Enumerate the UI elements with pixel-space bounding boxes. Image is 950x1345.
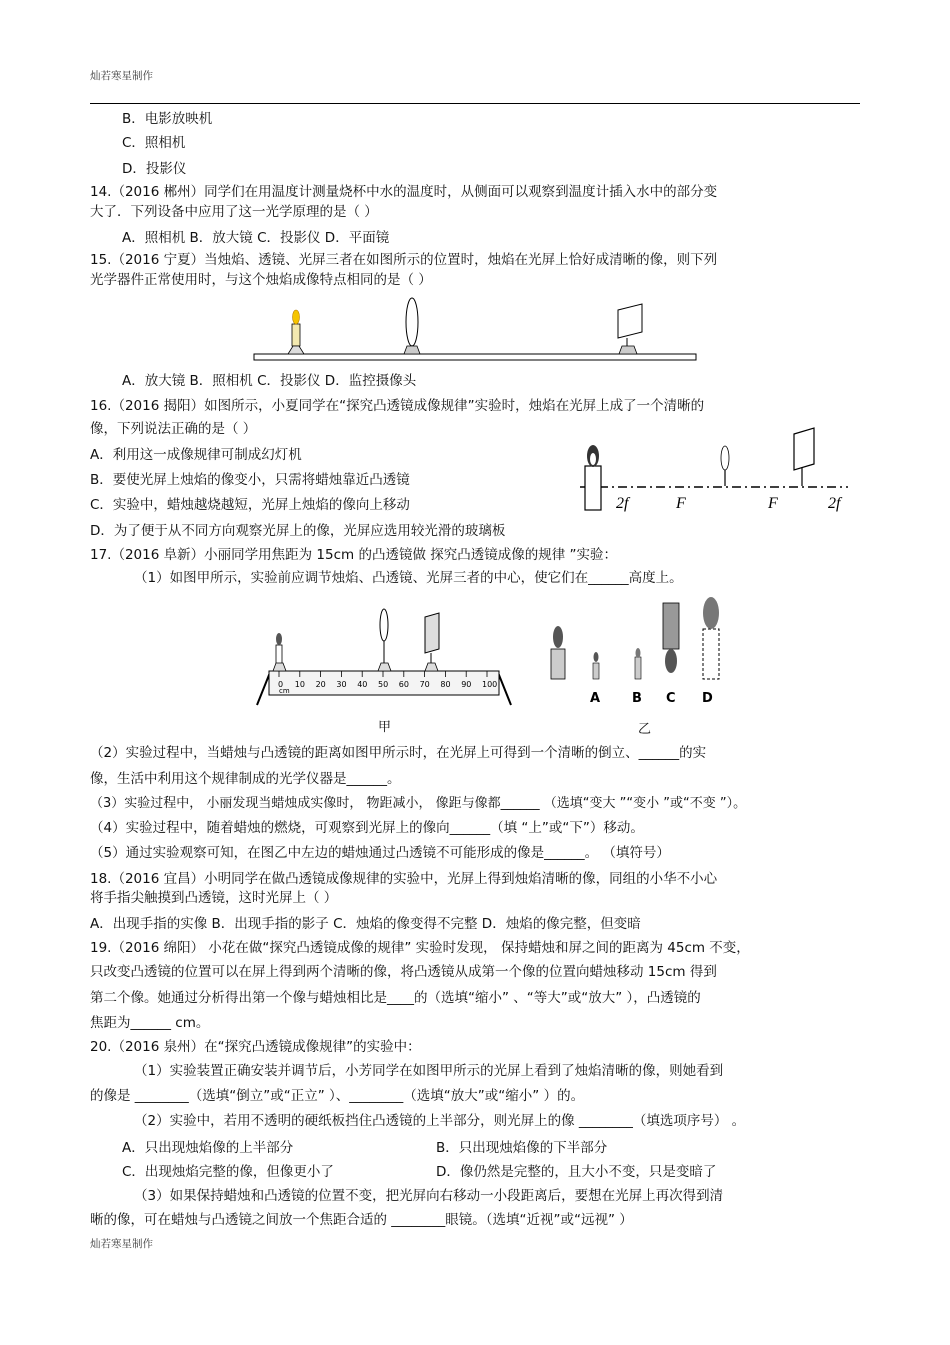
- q17-part3: （3）实验过程中， 小丽发现当蜡烛成实像时， 物距减小， 像距与像都______ （选填“变大 ”“变小 ”或“不变 ”）。: [90, 796, 747, 811]
- q20-option-d: D．像仍然是完整的，且大小不变，只是变暗了: [436, 1164, 717, 1180]
- q16-label-2f-left: 2f: [616, 495, 629, 512]
- q15-stem-2: 光学器件正常使用时，与这个烛焰成像特点相同的是（ ）: [90, 272, 432, 288]
- ruler-tick-label: 50: [378, 680, 389, 689]
- q20-part2: （2）实验中，若用不透明的硬纸板挡住凸透镜的上半部分，则光屏上的像 ________（填选项序号） 。: [134, 1113, 746, 1129]
- q19-stem-2: 只改变凸透镜的位置可以在屏上得到两个清晰的像，将凸透镜从成第一个像的位置向蜡烛移动 15cm 得到: [90, 964, 717, 980]
- q17-figure-a-caption: 甲: [378, 720, 392, 735]
- q17-figure-b: [545, 595, 735, 707]
- q16-label-f-left: F: [676, 495, 686, 512]
- q14-stem-2: 大了．下列设备中应用了这一光学原理的是（ ）: [90, 204, 378, 220]
- ruler-tick-label: 0: [278, 680, 284, 689]
- q18-stem-1: 18.（2016 宜昌）小明同学在做凸透镜成像规律的实验中，光屏上得到烛焰清晰的像，同组的小华不小心: [90, 871, 718, 887]
- q20-part1-1: （1）实验装置正确安装并调节后，小芳同学在如图甲所示的光屏上看到了烛焰清晰的像，则她看到: [134, 1063, 724, 1079]
- q17-part5: （5）通过实验观察可知，在图乙中左边的蜡烛通过凸透镜不可能形成的像是______。 （填符号）: [90, 845, 670, 861]
- page-header: 灿若寒星制作: [90, 70, 153, 82]
- q20-option-b: B．只出现烛焰像的下半部分: [436, 1140, 608, 1156]
- q20-option-a: A．只出现烛焰像的上半部分: [122, 1140, 294, 1156]
- q17-option-a-label: A: [590, 691, 601, 706]
- q19-stem-3: 第二个像。她通过分析得出第一个像与蜡烛相比是____的（选填“缩小” 、“等大”或“放大” ），凸透镜的: [90, 990, 701, 1006]
- q19-stem-4: 焦距为______ cm。: [90, 1015, 210, 1031]
- q17-option-b-label: B: [632, 691, 642, 706]
- q17-part1: （1）如图甲所示，实验前应调节烛焰、凸透镜、光屏三者的中心，使它们在______高度上。: [134, 570, 683, 586]
- q15-options: A．放大镜 B．照相机 C．投影仪 D．监控摄像头: [122, 373, 417, 389]
- ruler-tick-label: 20: [315, 680, 326, 689]
- page-footer: 灿若寒星制作: [90, 1238, 153, 1250]
- q18-stem-2: 将手指尖触摸到凸透镜，这时光屏上（ ）: [90, 890, 338, 906]
- q14-stem-1: 14.（2016 郴州）同学们在用温度计测量烧杯中水的温度时，从侧面可以观察到温度计插入水中的部分变: [90, 184, 718, 200]
- q17-figure-a: [255, 605, 520, 710]
- q17-part4: （4）实验过程中，随着蜡烛的燃烧，可观察到光屏上的像向______（填 “上”或“下”）移动。: [90, 820, 644, 836]
- ruler-tick-label: 80: [440, 680, 451, 689]
- q15-stem-1: 15.（2016 宁夏）当烛焰、透镜、光屏三者在如图所示的位置时，烛焰在光屏上恰好成清晰的像，则下列: [90, 252, 718, 268]
- ruler-tick-label: 90: [461, 680, 472, 689]
- q20-stem: 20.（2016 泉州）在“探究凸透镜成像规律”的实验中：: [90, 1039, 421, 1055]
- q20-option-c: C．出现烛焰完整的像，但像更小了: [122, 1164, 334, 1180]
- q17-part2-2: 像，生活中利用这个规律制成的光学仪器是______。: [90, 771, 401, 787]
- header-rule: [90, 103, 860, 104]
- q16-option-a: A．利用这一成像规律可制成幻灯机: [90, 447, 302, 463]
- q13-option-d: D．投影仪: [122, 161, 187, 177]
- q20-part3-2: 晰的像，可在蜡烛与凸透镜之间放一个焦距合适的 ________眼镜。（选填“近视”或“远视” ）: [90, 1212, 633, 1228]
- q16-figure: [578, 420, 853, 520]
- q16-option-b: B．要使光屏上烛焰的像变小，只需将蜡烛靠近凸透镜: [90, 472, 410, 488]
- q13-option-b: B．电影放映机: [122, 111, 213, 127]
- q16-label-f-right: F: [768, 495, 778, 512]
- q16-option-d: D．为了便于从不同方向观察光屏上的像，光屏应选用较光滑的玻璃板: [90, 523, 506, 539]
- q17-option-d-label: D: [702, 691, 713, 706]
- ruler-unit: cm: [279, 687, 290, 695]
- q16-stem-1: 16.（2016 揭阳）如图所示，小夏同学在“探究凸透镜成像规律”实验时，烛焰在光屏上成了一个清晰的: [90, 398, 705, 414]
- q17-part2-1: （2）实验过程中，当蜡烛与凸透镜的距离如图甲所示时，在光屏上可得到一个清晰的倒立、______的实: [90, 745, 707, 761]
- ruler-tick-label: 30: [336, 680, 347, 689]
- q14-options: A．照相机 B．放大镜 C．投影仪 D．平面镜: [122, 230, 390, 246]
- q18-options: A．出现手指的实像 B．出现手指的影子 C．烛焰的像变得不完整 D．烛焰的像完整，但变暗: [90, 916, 641, 932]
- q13-option-c: C．照相机: [122, 135, 186, 151]
- q19-stem-1: 19.（2016 绵阳） 小花在做“探究凸透镜成像的规律” 实验时发现， 保持蜡烛和屏之间的距离为 45cm 不变，: [90, 940, 750, 956]
- q20-part1-2: 的像是 ________（选填“倒立”或“正立” ）、________（选填“放大”或“缩小” ）的。: [90, 1088, 585, 1104]
- q17-figure-b-caption: 乙: [638, 722, 652, 737]
- ruler-tick-label: 10: [294, 680, 305, 689]
- ruler-tick-label: 60: [398, 680, 409, 689]
- ruler-tick-label: 70: [419, 680, 430, 689]
- q17-option-c-label: C: [666, 691, 676, 706]
- q16-stem-2: 像，下列说法正确的是（ ）: [90, 421, 257, 437]
- ruler-tick-label: 100: [482, 680, 498, 689]
- q16-label-2f-right: 2f: [828, 495, 841, 512]
- q15-figure: [250, 292, 700, 367]
- q17-stem: 17.（2016 阜新）小丽同学用焦距为 15cm 的凸透镜做 探究凸透镜成像的规律 ”实验：: [90, 547, 618, 563]
- q16-option-c: C．实验中，蜡烛越烧越短，光屏上烛焰的像向上移动: [90, 497, 410, 513]
- ruler-tick-label: 40: [357, 680, 368, 689]
- q20-part3-1: （3）如果保持蜡烛和凸透镜的位置不变，把光屏向右移动一小段距离后，要想在光屏上再次得到清: [134, 1188, 724, 1204]
